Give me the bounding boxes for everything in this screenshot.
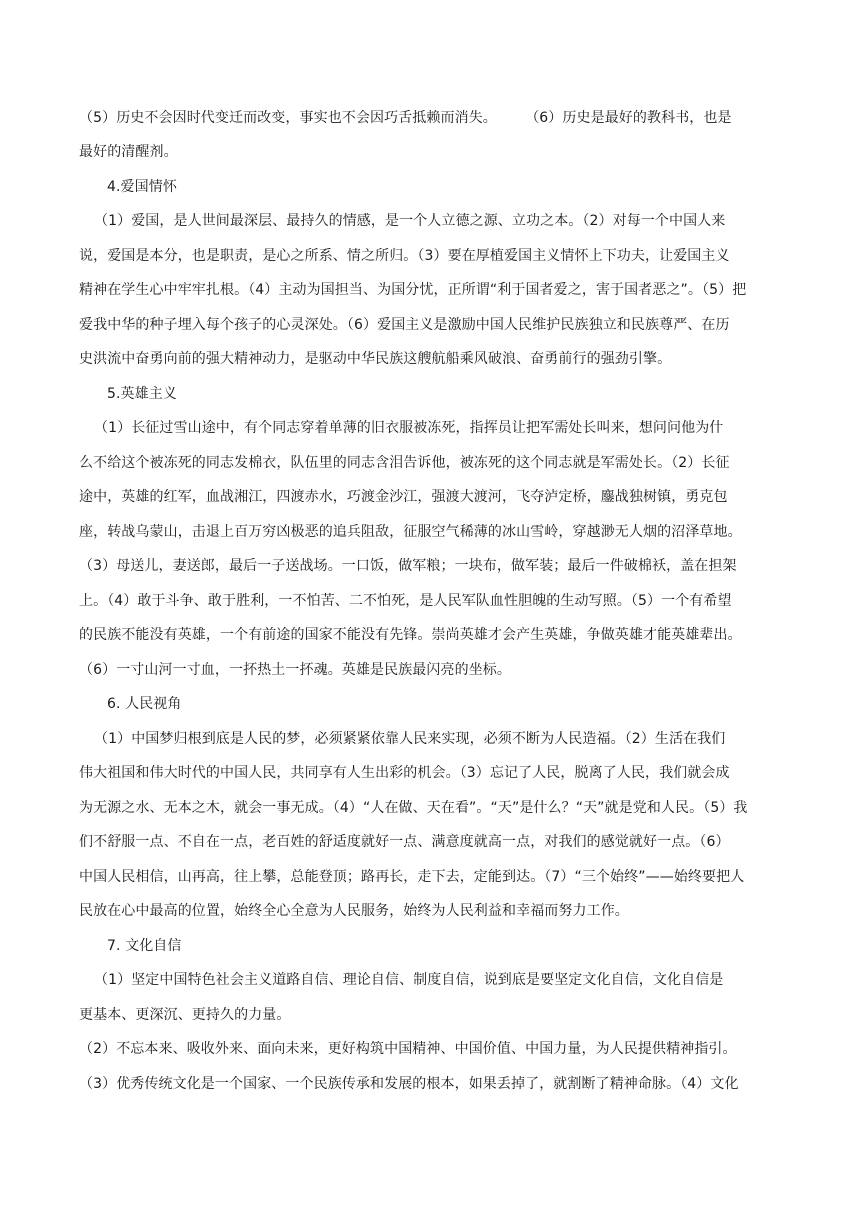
paragraph-line: 史洪流中奋勇向前的强大精神动力，是驱动中华民族这艘航船乘风破浪、奋勇前行的强劲引擎。 [79, 351, 672, 367]
paragraph-line: （1）爱国，是人世间最深层、最持久的情感，是一个人立德之源、立功之本。（2）对每一个中国人来 [94, 213, 726, 229]
section-heading-people-perspective: 6. 人民视角 [107, 696, 182, 712]
paragraph-line: 伟大祖国和伟大时代的中国人民，共同享有人生出彩的机会。（3）忘记了人民，脱离了人民，我们就会成 [79, 765, 730, 781]
paragraph-line: 精神在学生心中牢牢扎根。（4）主动为国担当、为国分忧，正所谓“利于国者爱之，害于国者恶之”。（5）把 [79, 282, 747, 298]
paragraph-line: 途中，英雄的红军，血战湘江，四渡赤水，巧渡金沙江，强渡大渡河，飞夺泸定桥，鏖战独树镇，勇克包 [79, 489, 728, 505]
paragraph-line: 爱我中华的种子埋入每个孩子的心灵深处。（6）爱国主义是激励中国人民维护民族独立和民族尊严、在历 [79, 317, 730, 333]
paragraph-line: 座，转战乌蒙山，击退上百万穷凶极恶的追兵阻敌，征服空气稀薄的冰山雪岭，穿越渺无人烟的沼泽草地。 [79, 524, 742, 540]
paragraph-line: 更基本、更深沉、更持久的力量。 [79, 1007, 291, 1023]
paragraph-line: 为无源之水、无本之木，就会一事无成。（4）“人在做、天在看”。“天”是什么？“天”就是党和人民。（5）我 [79, 800, 748, 816]
paragraph-line: （1）坚定中国特色社会主义道路自信、理论自信、制度自信，说到底是要坚定文化自信，文化自信是 [94, 972, 724, 988]
paragraph-line: 最好的清醒剂。 [79, 144, 178, 160]
paragraph-line: 上。（4）敢于斗争、敢于胜利，一不怕苦、二不怕死，是人民军队血性胆魄的生动写照。（5）一个有希望 [79, 593, 732, 609]
section-heading-heroism: 5.英雄主义 [107, 386, 177, 402]
paragraph-line: （6）一寸山河一寸血，一抔热土一抔魂。英雄是民族最闪亮的坐标。 [79, 662, 512, 678]
paragraph-line: 么不给这个被冻死的同志发棉衣，队伍里的同志含泪告诉他，被冻死的这个同志就是军需处长。（2）长征 [79, 455, 730, 471]
paragraph-line: （5）历史不会因时代变迁而改变，事实也不会因巧舌抵赖而消失。 （6）历史是最好的教科书，也是 [79, 110, 732, 126]
paragraph-line: 们不舒服一点、不自在一点，老百姓的舒适度就好一点、满意度就高一点，对我们的感觉就好一点。（6） [79, 834, 730, 850]
paragraph-line: （1）中国梦归根到底是人民的梦，必须紧紧依靠人民来实现，必须不断为人民造福。（2）生活在我们 [94, 731, 726, 747]
paragraph-line: 民放在心中最高的位置，始终全心全意为人民服务，始终为人民利益和幸福而努力工作。 [79, 903, 629, 919]
paragraph-line: （2）不忘本来、吸收外来、面向未来，更好构筑中国精神、中国价值、中国力量，为人民提供精神指引。 [79, 1041, 737, 1057]
paragraph-line: 的民族不能没有英雄，一个有前途的国家不能没有先锋。崇尚英雄才会产生英雄，争做英雄才能英雄辈出。 [79, 627, 742, 643]
section-heading-cultural-confidence: 7. 文化自信 [107, 938, 182, 954]
paragraph-line: 说，爱国是本分，也是职责，是心之所系、情之所归。（3）要在厚植爱国主义情怀上下功夫，让爱国主义 [79, 248, 730, 264]
section-heading-patriotism: 4.爱国情怀 [107, 179, 177, 195]
paragraph-line: （3）优秀传统文化是一个国家、一个民族传承和发展的根本，如果丢掉了，就割断了精神命脉。（4）文化 [79, 1076, 739, 1092]
paragraph-line: （1）长征过雪山途中，有个同志穿着单薄的旧衣服被冻死，指挥员让把军需处长叫来，想问问他为什 [94, 420, 724, 436]
paragraph-line: （3）母送儿，妻送郎，最后一子送战场。一口饭，做军粮；一块布，做军装；最后一件破棉袄，盖在担架 [79, 558, 737, 574]
paragraph-line: 中国人民相信，山再高，往上攀，总能登顶；路再长，走下去，定能到达。（7）“三个始终”——始终要把人 [79, 869, 745, 885]
